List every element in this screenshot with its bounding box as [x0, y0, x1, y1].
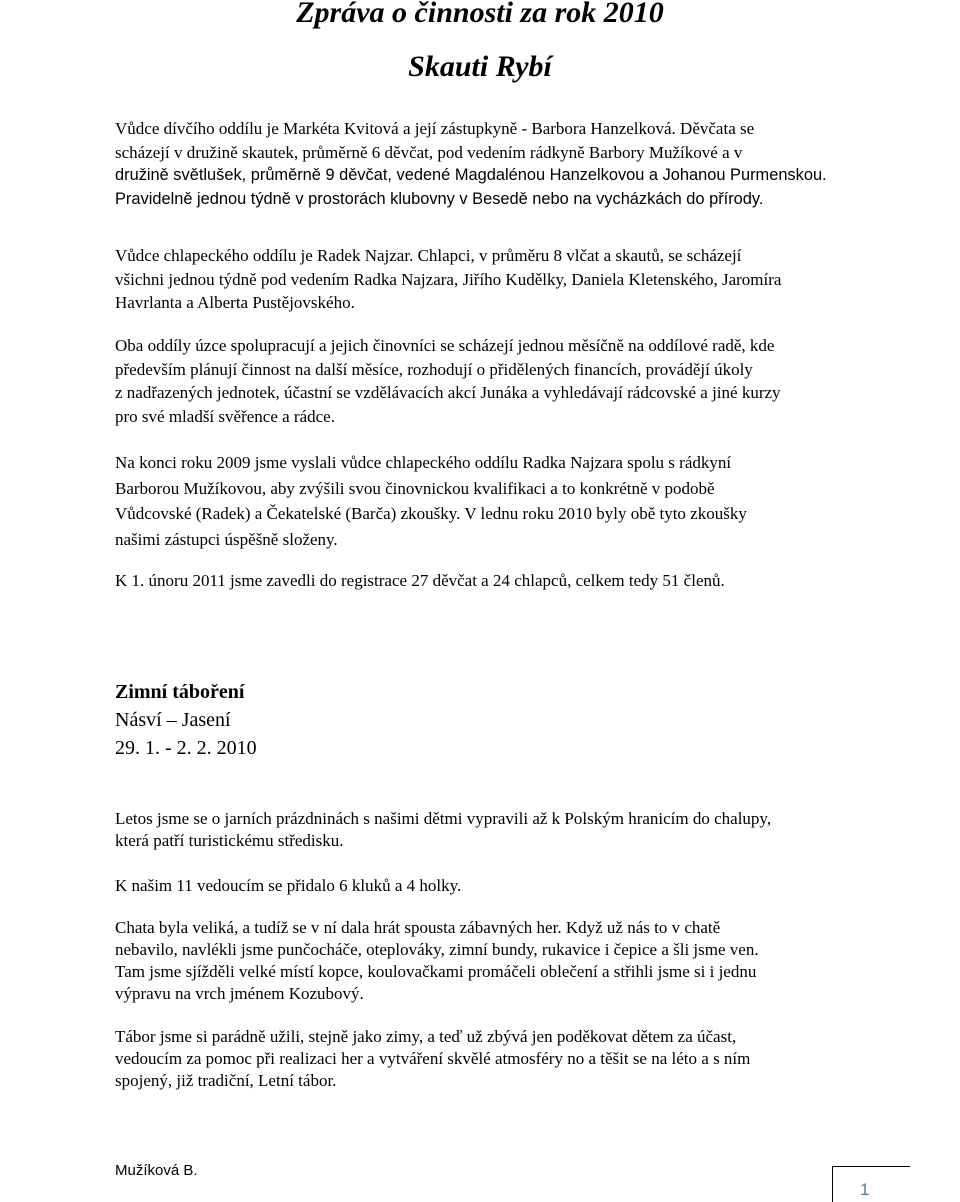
text-line: K 1. únoru 2011 jsme zavedli do registrace 27 děvčat a 24 chlapců, celkem tedy 51 členů.: [115, 571, 725, 590]
page-number-frame: [832, 1166, 910, 1202]
document-title: Zpráva o činnosti za rok 2010: [296, 0, 664, 29]
text-line: Pravidelně jednou týdně v prostorách klubovny v Besedě nebo na vycházkách do přírody.: [115, 189, 764, 208]
document-subtitle: Skauti Rybí: [408, 50, 552, 83]
section-place: Násví – Jasení: [115, 709, 231, 731]
text-line: Chata byla veliká, a tudíž se v ní dala hrát spousta zábavných her. Když už nás to v chatě: [115, 918, 721, 937]
page-number: 1: [860, 1180, 870, 1199]
text-line: která patří turistickému středisku.: [115, 831, 344, 850]
text-line: Na konci roku 2009 jsme vyslali vůdce chlapeckého oddílu Radka Najzara spolu s rádkyní: [115, 453, 732, 472]
text-line: z nadřazených jednotek, účastní se vzdělávacích akcí Junáka a vyhledávají rádcovské a jiné kurzy: [115, 383, 781, 402]
text-line: scházejí v družině skautek, průměrně 6 děvčat, pod vedením rádkyně Barbory Mužíkové a v: [115, 142, 743, 162]
section-heading: [115, 679, 244, 705]
text-line: nebavilo, navlékli jsme punčocháče, oteplováky, zimní bundy, rukavice i čepice a šli jsme ven.: [115, 940, 759, 959]
text-line: družině světlušek, průměrně 9 děvčat, vedené Magdalénou Hanzelkovou a Johanou Purmenskou.: [115, 166, 827, 184]
text-line: Vůdce chlapeckého oddílu je Radek Najzar. Chlapci, v průměru 8 vlčat a skautů, se scházejí: [115, 246, 742, 265]
text-line: Vůdce dívčího oddílu je Markéta Kvitová a její zástupkyně - Barbora Hanzelková. Děvčata se: [115, 119, 755, 138]
text-line: Oba oddíly úzce spolupracují a jejich činovníci se scházejí jednou měsíčně na oddílové radě, kde: [115, 336, 775, 355]
section-heading-text: Zimní táboření: [115, 681, 245, 703]
text-line: výpravu na vrch jménem Kozubový.: [115, 984, 364, 1003]
text-line: Letos jsme se o jarních prázdninách s našimi dětmi vypravili až k Polským hranicím do chalupy,: [115, 809, 772, 828]
text-line: Tábor jsme si parádně užili, stejně jako zimy, a teď už zbývá jen poděkovat dětem za účast,: [115, 1027, 737, 1046]
text-line: spojený, již tradiční, Letní tábor.: [115, 1071, 337, 1090]
section-date: 29. 1. - 2. 2. 2010: [115, 737, 257, 759]
paragraph-cooperation: [115, 334, 850, 428]
text-line: pro své mladší svěřence a rádce.: [115, 406, 335, 426]
text-line: K našim 11 vedoucím se přidalo 6 kluků a 4 holky.: [115, 876, 462, 895]
paragraph-boys-troop: [115, 244, 850, 315]
footer-author: Mužíková B.: [115, 1162, 198, 1179]
paragraph-registration: [115, 569, 850, 593]
text-line: Barborou Mužíkovou, aby zvýšili svou činovnickou kvalifikaci a to konkrétně v podobě: [115, 478, 715, 498]
text-line: všichni jednou týdně pod vedením Radka Najzara, Jiřího Kudělky, Daniela Kletenského, Jaromíra: [115, 269, 782, 289]
text-line: vedoucím za pomoc při realizaci her a vytváření skvělé atmosféry no a těšit se na léto a s ním: [115, 1049, 751, 1068]
section-paragraph-activities: [115, 917, 850, 1005]
paragraph-girls-troop: [115, 117, 850, 211]
text-line: Vůdcovské (Radek) a Čekatelské (Barča) zkoušky. V lednu roku 2010 byly obě tyto zkoušky: [115, 504, 747, 523]
section-paragraph-thanks: [115, 1026, 850, 1092]
section-paragraph-participants: [115, 874, 850, 898]
text-line: našimi zástupci úspěšně složeny.: [115, 529, 338, 549]
text-line: především plánují činnost na další měsíce, rozhodují o přidělených financích, provádějí úkoly: [115, 359, 753, 379]
text-line: Tam jsme sjížděli velké místí kopce, koulovačkami promáčeli oblečení a střihli jsme si i jednu: [115, 962, 757, 981]
text-line: Havrlanta a Alberta Pustějovského.: [115, 293, 355, 312]
section-paragraph-trip: [115, 808, 850, 852]
paragraph-qualification: [115, 450, 850, 552]
